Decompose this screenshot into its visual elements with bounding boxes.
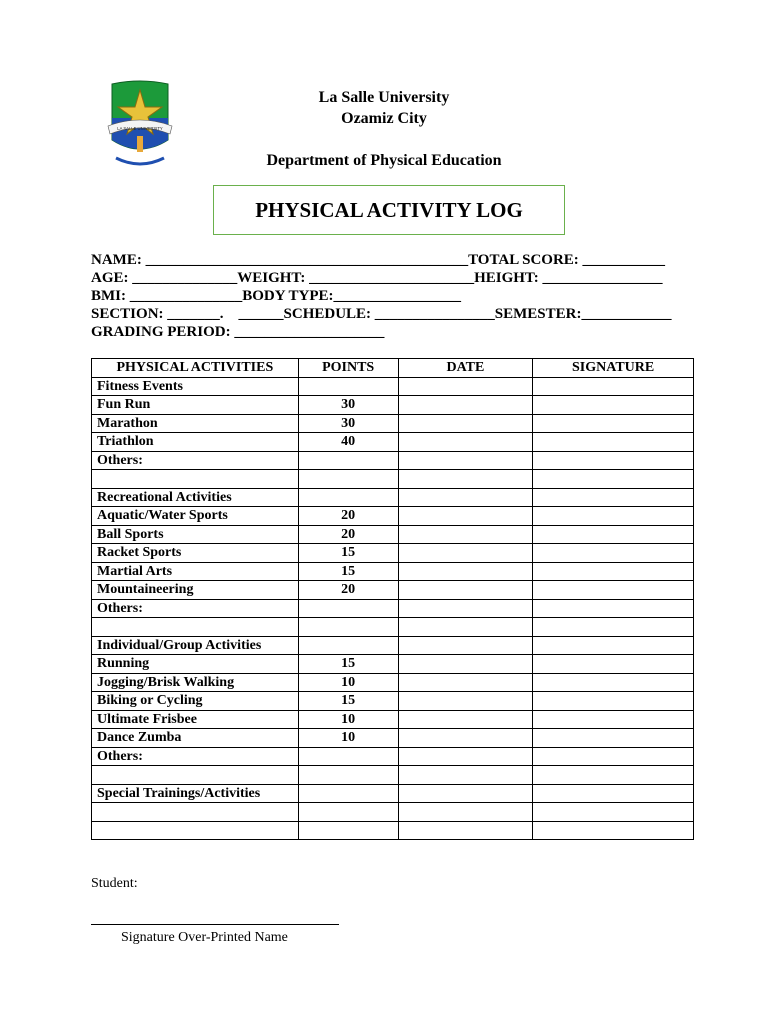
- signature-cell[interactable]: [533, 821, 694, 840]
- logo-lettering: LA SALLE UNIVERSITY: [117, 126, 163, 131]
- signature-cell[interactable]: [533, 433, 694, 452]
- date-cell[interactable]: [398, 581, 533, 600]
- points-cell: 10: [298, 729, 398, 748]
- signature-cell[interactable]: [533, 618, 694, 637]
- table-row: [92, 581, 694, 600]
- activity-label: Running: [92, 655, 299, 674]
- table-row: [92, 821, 694, 840]
- points-cell: 40: [298, 433, 398, 452]
- signature-cell[interactable]: [533, 803, 694, 822]
- points-cell: 15: [298, 655, 398, 674]
- table-row: [92, 470, 694, 489]
- date-cell[interactable]: [398, 766, 533, 785]
- signature-line[interactable]: [91, 924, 339, 925]
- date-cell[interactable]: [398, 396, 533, 415]
- date-cell[interactable]: [398, 599, 533, 618]
- points-cell: [298, 618, 398, 637]
- activity-label: [92, 803, 299, 822]
- date-cell[interactable]: [398, 692, 533, 711]
- activity-label: Marathon: [92, 414, 299, 433]
- signature-cell[interactable]: [533, 451, 694, 470]
- points-cell: 15: [298, 544, 398, 563]
- date-cell[interactable]: [398, 803, 533, 822]
- activity-log-table: [91, 358, 694, 840]
- signature-cell[interactable]: [533, 581, 694, 600]
- table-row: [92, 396, 694, 415]
- activity-label: Martial Arts: [92, 562, 299, 581]
- points-cell: [298, 766, 398, 785]
- activity-label: [92, 766, 299, 785]
- info-bmi-line[interactable]: BMI: _______________BODY TYPE:_________________: [91, 288, 462, 304]
- form-title: PHYSICAL ACTIVITY LOG: [255, 197, 523, 222]
- points-cell: [298, 821, 398, 840]
- category-label: Fitness Events: [92, 377, 299, 396]
- points-cell: [298, 747, 398, 766]
- date-cell[interactable]: [398, 507, 533, 526]
- signature-cell[interactable]: [533, 544, 694, 563]
- date-cell[interactable]: [398, 470, 533, 489]
- date-cell[interactable]: [398, 710, 533, 729]
- table-row: [92, 766, 694, 785]
- activity-label: Aquatic/Water Sports: [92, 507, 299, 526]
- table-row: [92, 562, 694, 581]
- signature-cell[interactable]: [533, 636, 694, 655]
- signature-cell[interactable]: [533, 655, 694, 674]
- header-activities: PHYSICAL ACTIVITIES: [92, 359, 299, 378]
- points-cell: 20: [298, 525, 398, 544]
- points-cell: 10: [298, 673, 398, 692]
- signature-cell[interactable]: [533, 729, 694, 748]
- points-cell: 20: [298, 581, 398, 600]
- points-cell: 30: [298, 396, 398, 415]
- activity-label: Mountaineering: [92, 581, 299, 600]
- category-label: Recreational Activities: [92, 488, 299, 507]
- info-age-line[interactable]: AGE: ______________WEIGHT: ______________________HEIGHT: ________________: [91, 270, 663, 286]
- table-row: [92, 599, 694, 618]
- category-label: Special Trainings/Activities: [92, 784, 299, 803]
- points-cell: [298, 488, 398, 507]
- date-cell[interactable]: [398, 747, 533, 766]
- signature-cell[interactable]: [533, 470, 694, 489]
- info-section-line[interactable]: SECTION: _______. ______SCHEDULE: ________________SEMESTER:____________: [91, 306, 672, 322]
- points-cell: [298, 599, 398, 618]
- points-cell: [298, 636, 398, 655]
- signature-cell[interactable]: [533, 396, 694, 415]
- signature-cell[interactable]: [533, 525, 694, 544]
- signature-cell[interactable]: [533, 562, 694, 581]
- student-label: Student:: [91, 876, 138, 891]
- city-name: Ozamiz City: [341, 110, 427, 127]
- activity-label: Jogging/Brisk Walking: [92, 673, 299, 692]
- date-cell[interactable]: [398, 414, 533, 433]
- header-points: POINTS: [298, 359, 398, 378]
- date-cell[interactable]: [398, 618, 533, 637]
- table-row: [92, 525, 694, 544]
- signature-cell[interactable]: [533, 673, 694, 692]
- table-row: [92, 784, 694, 803]
- table-row: [92, 488, 694, 507]
- points-cell: 20: [298, 507, 398, 526]
- table-row: [92, 747, 694, 766]
- points-cell: 30: [298, 414, 398, 433]
- info-grading-line[interactable]: GRADING PERIOD: ____________________: [91, 324, 385, 340]
- form-title-box: [213, 185, 565, 235]
- info-name-line[interactable]: NAME: ___________________________________________TOTAL SCORE: ___________: [91, 252, 666, 268]
- table-row: [92, 377, 694, 396]
- date-cell[interactable]: [398, 488, 533, 507]
- table-row: [92, 729, 694, 748]
- signature-cell[interactable]: [533, 507, 694, 526]
- activity-label: [92, 470, 299, 489]
- activity-label: Biking or Cycling: [92, 692, 299, 711]
- table-row: [92, 692, 694, 711]
- activity-label: Dance Zumba: [92, 729, 299, 748]
- date-cell[interactable]: [398, 673, 533, 692]
- date-cell[interactable]: [398, 821, 533, 840]
- university-name: La Salle University: [318, 89, 450, 106]
- points-cell: 15: [298, 692, 398, 711]
- table-row: [92, 673, 694, 692]
- signature-caption: Signature Over-Printed Name: [121, 930, 288, 945]
- date-cell[interactable]: [398, 451, 533, 470]
- activity-label: [92, 618, 299, 637]
- signature-cell[interactable]: [533, 784, 694, 803]
- signature-cell[interactable]: [533, 488, 694, 507]
- signature-cell[interactable]: [533, 710, 694, 729]
- date-cell[interactable]: [398, 525, 533, 544]
- table-row: [92, 618, 694, 637]
- points-cell: 10: [298, 710, 398, 729]
- date-cell[interactable]: [398, 636, 533, 655]
- table-row: [92, 655, 694, 674]
- points-cell: [298, 784, 398, 803]
- date-cell[interactable]: [398, 655, 533, 674]
- date-cell[interactable]: [398, 562, 533, 581]
- points-cell: [298, 377, 398, 396]
- signature-cell[interactable]: [533, 414, 694, 433]
- signature-cell[interactable]: [533, 692, 694, 711]
- date-cell[interactable]: [398, 544, 533, 563]
- table-row: [92, 803, 694, 822]
- points-cell: [298, 470, 398, 489]
- table-row: [92, 710, 694, 729]
- signature-cell[interactable]: [533, 599, 694, 618]
- category-label: Individual/Group Activities: [92, 636, 299, 655]
- table-row: [92, 636, 694, 655]
- signature-cell[interactable]: [533, 766, 694, 785]
- date-cell[interactable]: [398, 433, 533, 452]
- table-row: [92, 451, 694, 470]
- activity-label: Others:: [92, 451, 299, 470]
- points-cell: [298, 451, 398, 470]
- date-cell[interactable]: [398, 784, 533, 803]
- table-row: [92, 414, 694, 433]
- table-header-row: [92, 359, 694, 378]
- signature-cell[interactable]: [533, 747, 694, 766]
- table-row: [92, 507, 694, 526]
- date-cell[interactable]: [398, 729, 533, 748]
- activity-label: Others:: [92, 599, 299, 618]
- points-cell: 15: [298, 562, 398, 581]
- header-date: DATE: [398, 359, 533, 378]
- activity-label: Ball Sports: [92, 525, 299, 544]
- date-cell[interactable]: [398, 377, 533, 396]
- activity-label: Racket Sports: [92, 544, 299, 563]
- activity-label: [92, 821, 299, 840]
- table-body: [92, 377, 694, 840]
- activity-label: Fun Run: [92, 396, 299, 415]
- activity-label: Ultimate Frisbee: [92, 710, 299, 729]
- department-name: Department of Physical Education: [266, 152, 502, 169]
- activity-label: Others:: [92, 747, 299, 766]
- header-signature: SIGNATURE: [533, 359, 694, 378]
- points-cell: [298, 803, 398, 822]
- signature-cell[interactable]: [533, 377, 694, 396]
- table-row: [92, 544, 694, 563]
- table-row: [92, 433, 694, 452]
- activity-label: Triathlon: [92, 433, 299, 452]
